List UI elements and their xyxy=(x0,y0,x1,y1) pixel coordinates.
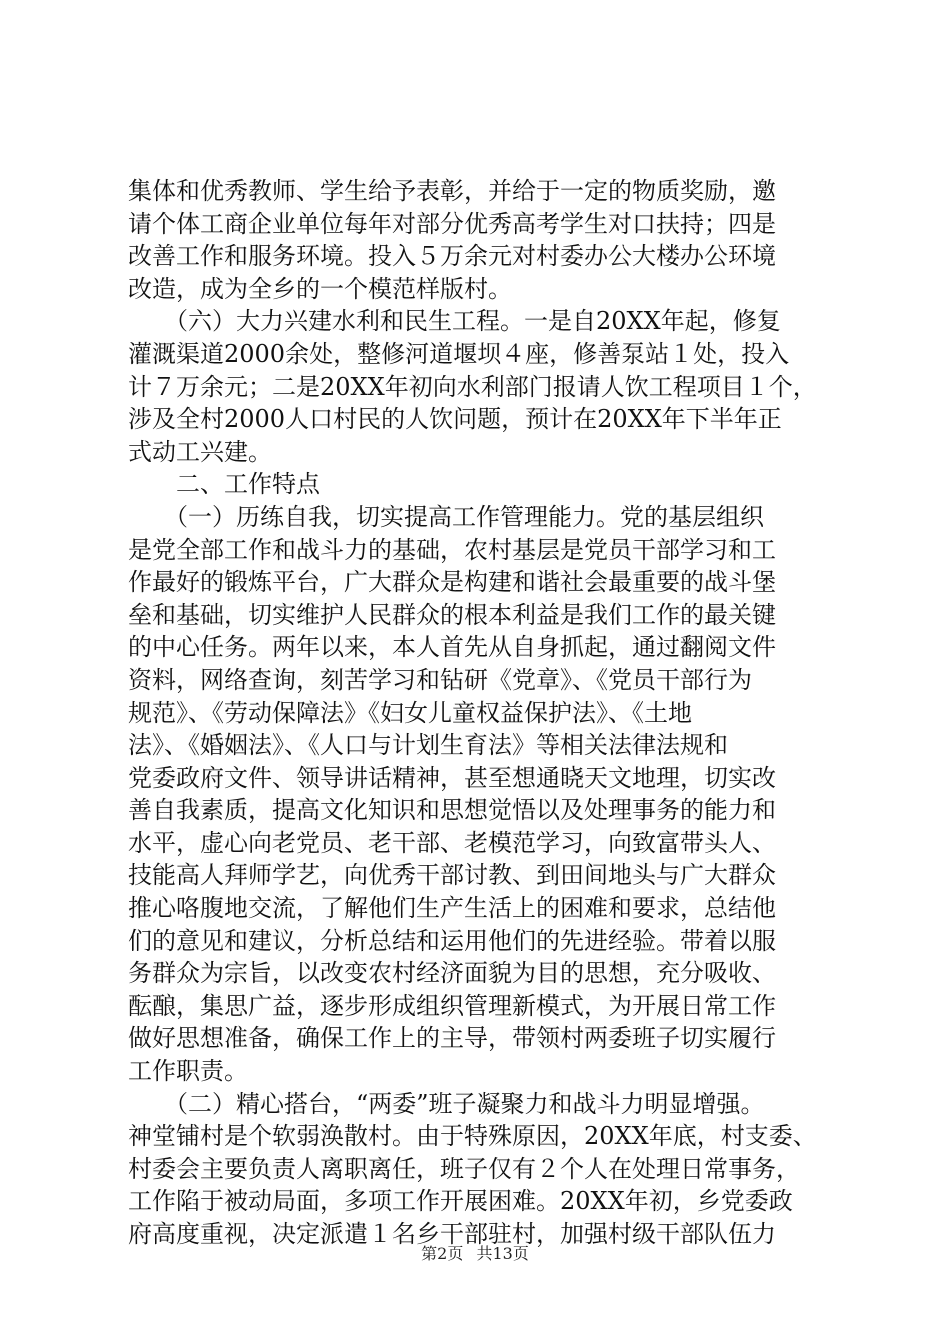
text-line: 作最好的锻炼平台，广大群众是构建和谐社会最重要的战斗堡 xyxy=(128,568,776,597)
text-line: 改造，成为全乡的一个模范样版村。 xyxy=(128,274,512,303)
text-line: 式动工兴建。 xyxy=(128,437,272,466)
text-line: 们的意见和建议，分析总结和运用他们的先进经验。带着以服 xyxy=(128,926,776,955)
text-line: 计７万余元；二是20XX年初向水利部门报请人饮工程项目１个， xyxy=(128,372,817,401)
text-line: （六）大力兴建水利和民生工程。一是自20XX年起，修复 xyxy=(128,307,781,336)
text-line: 党委政府文件、领导讲话精神，甚至想通晓天文地理，切实改 xyxy=(128,763,776,792)
text-line: 推心咯腹地交流，了解他们生产生活上的困难和要求，总结他 xyxy=(128,894,776,923)
text-line: 灌溉渠道2000余处，整修河道堰坝４座，修善泵站１处，投入 xyxy=(128,339,790,368)
text-line: 请个体工商企业单位每年对部分优秀高考学生对口扶持；四是 xyxy=(128,209,776,238)
text-line: 的中心任务。两年以来，本人首先从自身抓起，通过翻阅文件 xyxy=(128,633,776,662)
page-total: 共13页 xyxy=(476,1244,529,1263)
text-line: 善自我素质，提高文化知识和思想觉悟以及处理事务的能力和 xyxy=(128,796,776,825)
text-line: 工作职责。 xyxy=(128,1057,248,1086)
document-body xyxy=(128,175,828,1251)
text-line: （二）精心搭台，“两委”班子凝聚力和战斗力明显增强。 xyxy=(128,1089,765,1118)
text-line: 技能高人拜师学艺，向优秀干部讨教、到田间地头与广大群众 xyxy=(128,861,776,890)
text-line: 村委会主要负责人离职离任，班子仅有２个人在处理日常事务， xyxy=(128,1154,800,1183)
text-line: 法》、《婚姻法》、《人口与计划生育法》等相关法律法规和 xyxy=(128,731,728,760)
text-line: 神堂铺村是个软弱涣散村。由于特殊原因，20XX年底，村支委、 xyxy=(128,1122,817,1151)
text-line: 规范》、《劳动保障法》《妇女儿童权益保护法》、《土地 xyxy=(128,698,692,727)
text-line: 酝酿，集思广益，逐步形成组织管理新模式，为开展日常工作 xyxy=(128,991,776,1020)
text-line: 府高度重视，决定派遣１名乡干部驻村，加强村级干部队伍力 xyxy=(128,1220,776,1248)
text-line: 务群众为宗旨，以改变农村经济面貌为目的思想，充分吸收、 xyxy=(128,959,776,988)
text-line: 改善工作和服务环境。投入５万余元对村委办公大楼办公环境 xyxy=(128,242,776,271)
page-footer xyxy=(0,1243,950,1265)
text-line: 是党全部工作和战斗力的基础，农村基层是党员干部学习和工 xyxy=(128,535,776,564)
text-line: 二、工作特点 xyxy=(128,470,320,499)
text-line: 涉及全村2000人口村民的人饮问题，预计在20XX年下半年正 xyxy=(128,405,782,434)
text-line: 做好思想准备，确保工作上的主导，带领村两委班子切实履行 xyxy=(128,1024,776,1053)
text-line: 资料，网络查询，刻苦学习和钻研《党章》、《党员干部行为 xyxy=(128,665,752,694)
text-line: 集体和优秀教师、学生给予表彰，并给于一定的物质奖励，邀 xyxy=(128,177,776,205)
text-line: 工作陷于被动局面，多项工作开展困难。20XX年初，乡党委政 xyxy=(128,1187,793,1216)
text-line: 垒和基础，切实维护人民群众的根本利益是我们工作的最关键 xyxy=(128,600,776,629)
text-line: （一）历练自我，切实提高工作管理能力。党的基层组织 xyxy=(128,502,764,531)
text-line: 水平，虚心向老党员、老干部、老模范学习，向致富带头人、 xyxy=(128,828,776,857)
page-number: 第2页 xyxy=(421,1244,464,1263)
